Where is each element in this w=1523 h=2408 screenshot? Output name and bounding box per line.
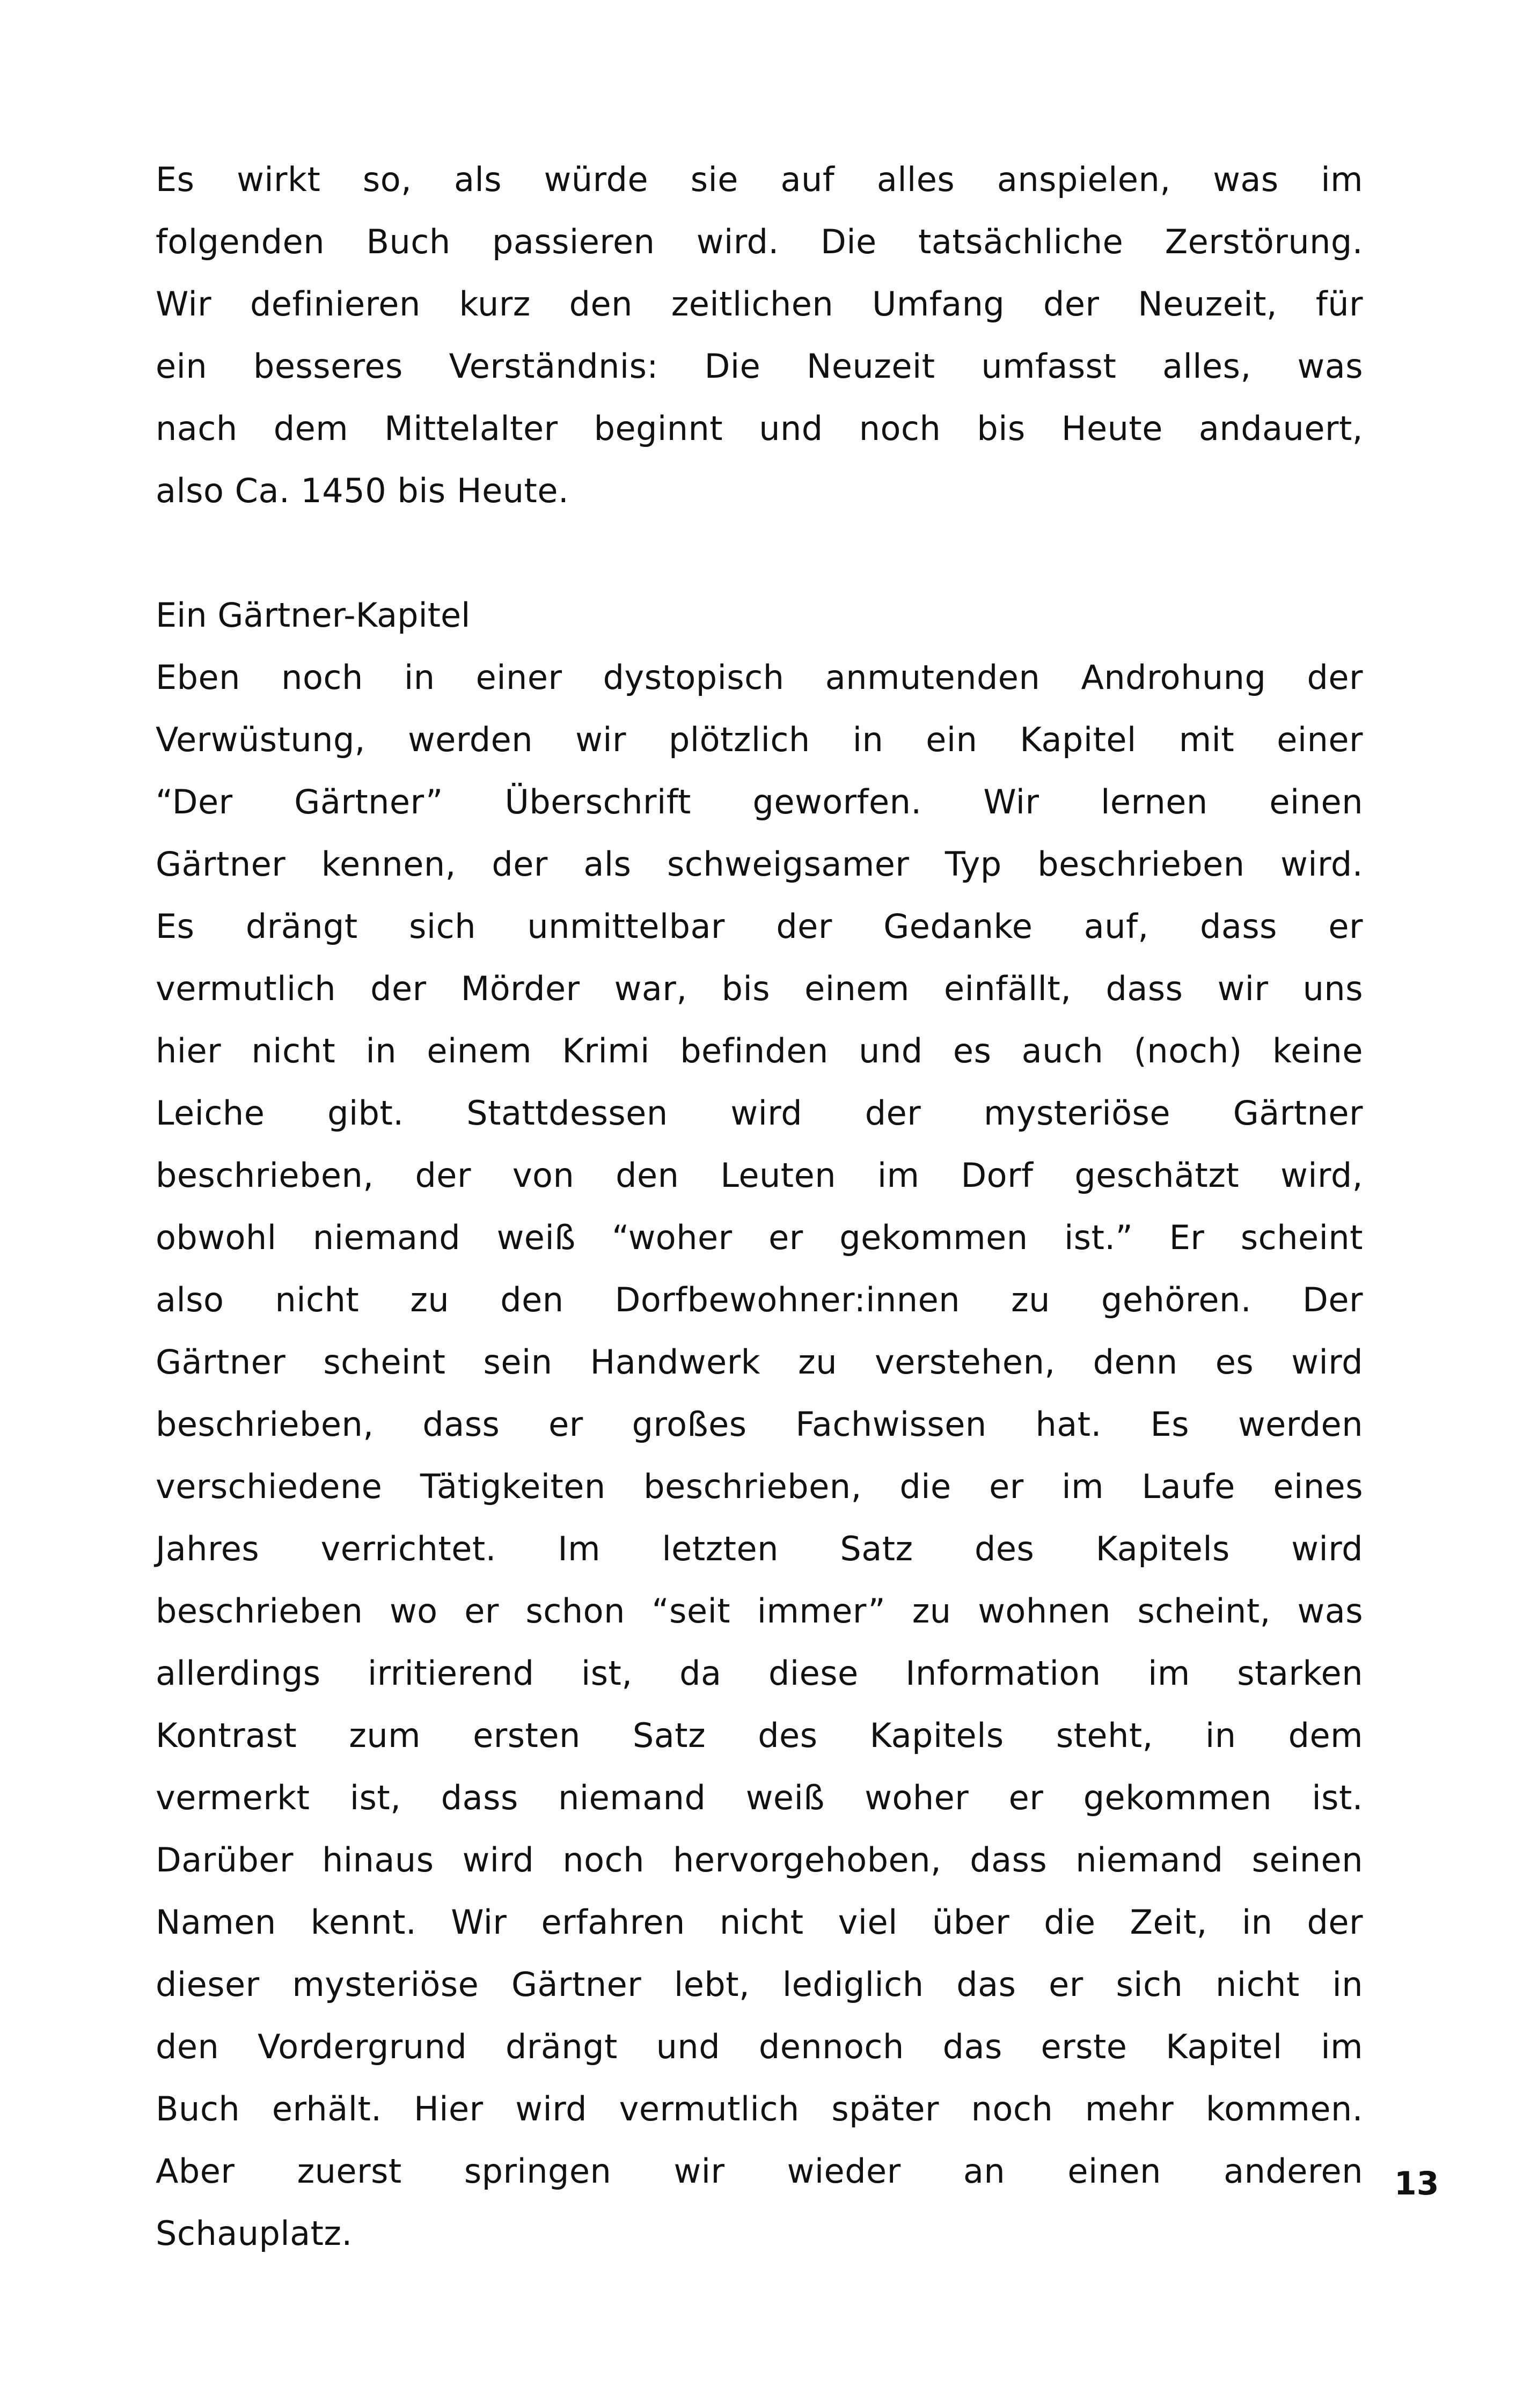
text-line: Es drängt sich unmittelbar der Gedanke auf, dass er — [156, 907, 1363, 946]
text-line: vermerkt ist, dass niemand weiß woher er gekommen ist. — [156, 1778, 1363, 1817]
text-line: dieser mysteriöse Gärtner lebt, lediglich das er sich nicht in — [156, 1965, 1363, 2004]
section-heading: Ein Gärtner-Kapitel — [156, 596, 471, 635]
text-line: den Vordergrund drängt und dennoch das erste Kapitel im — [156, 2027, 1363, 2066]
text-line: Verwüstung, werden wir plötzlich in ein Kapitel mit einer — [156, 720, 1363, 759]
text-line: Eben noch in einer dystopisch anmutenden Androhung der — [156, 658, 1363, 697]
text-line: Gärtner scheint sein Handwerk zu verstehen, denn es wird — [156, 1342, 1363, 1382]
text-line: folgenden Buch passieren wird. Die tatsächliche Zerstörung. — [156, 222, 1363, 261]
text-line: Namen kennt. Wir erfahren nicht viel über die Zeit, in der — [156, 1903, 1363, 1942]
text-line: nach dem Mittelalter beginnt und noch bis Heute andauert, — [156, 409, 1363, 448]
page-number: 13 — [1394, 2165, 1439, 2203]
paragraph-1 — [156, 149, 1363, 522]
text-line: beschrieben, der von den Leuten im Dorf geschätzt wird, — [156, 1156, 1363, 1195]
text-line: Es wirkt so, als würde sie auf alles anspielen, was im — [156, 160, 1363, 199]
text-line: ein besseres Verständnis: Die Neuzeit umfasst alles, was — [156, 347, 1363, 386]
text-line: Schauplatz. — [156, 2214, 353, 2253]
text-line: vermutlich der Mörder war, bis einem einfällt, dass wir uns — [156, 969, 1363, 1008]
paragraph-2 — [156, 647, 1363, 2265]
text-line: Gärtner kennen, der als schweigsamer Typ beschrieben wird. — [156, 845, 1363, 884]
text-line: Wir definieren kurz den zeitlichen Umfang der Neuzeit, für — [156, 284, 1363, 324]
text-line: allerdings irritierend ist, da diese Information im starken — [156, 1654, 1363, 1693]
text-line: obwohl niemand weiß “woher er gekommen ist.” Er scheint — [156, 1218, 1363, 1257]
text-line: Jahres verrichtet. Im letzten Satz des Kapitels wird — [156, 1529, 1363, 1568]
text-line: also nicht zu den Dorfbewohner:innen zu gehören. Der — [156, 1280, 1363, 1319]
text-line: also Ca. 1450 bis Heute. — [156, 471, 569, 510]
text-line: Darüber hinaus wird noch hervorgehoben, dass niemand seinen — [156, 1840, 1363, 1880]
text-line: Leiche gibt. Stattdessen wird der mysteriöse Gärtner — [156, 1093, 1363, 1133]
text-line: beschrieben wo er schon “seit immer” zu wohnen scheint, was — [156, 1591, 1363, 1631]
text-line: Aber zuerst springen wir wieder an einen anderen — [156, 2152, 1363, 2191]
text-line: hier nicht in einem Krimi befinden und es auch (noch) keine — [156, 1031, 1363, 1070]
text-line: Kontrast zum ersten Satz des Kapitels steht, in dem — [156, 1716, 1363, 1755]
text-line: beschrieben, dass er großes Fachwissen hat. Es werden — [156, 1405, 1363, 1444]
text-line: verschiedene Tätigkeiten beschrieben, die er im Laufe eines — [156, 1467, 1363, 1506]
text-line: “Der Gärtner” Überschrift geworfen. Wir lernen einen — [156, 782, 1363, 821]
text-line: Buch erhält. Hier wird vermutlich später noch mehr kommen. — [156, 2089, 1363, 2128]
